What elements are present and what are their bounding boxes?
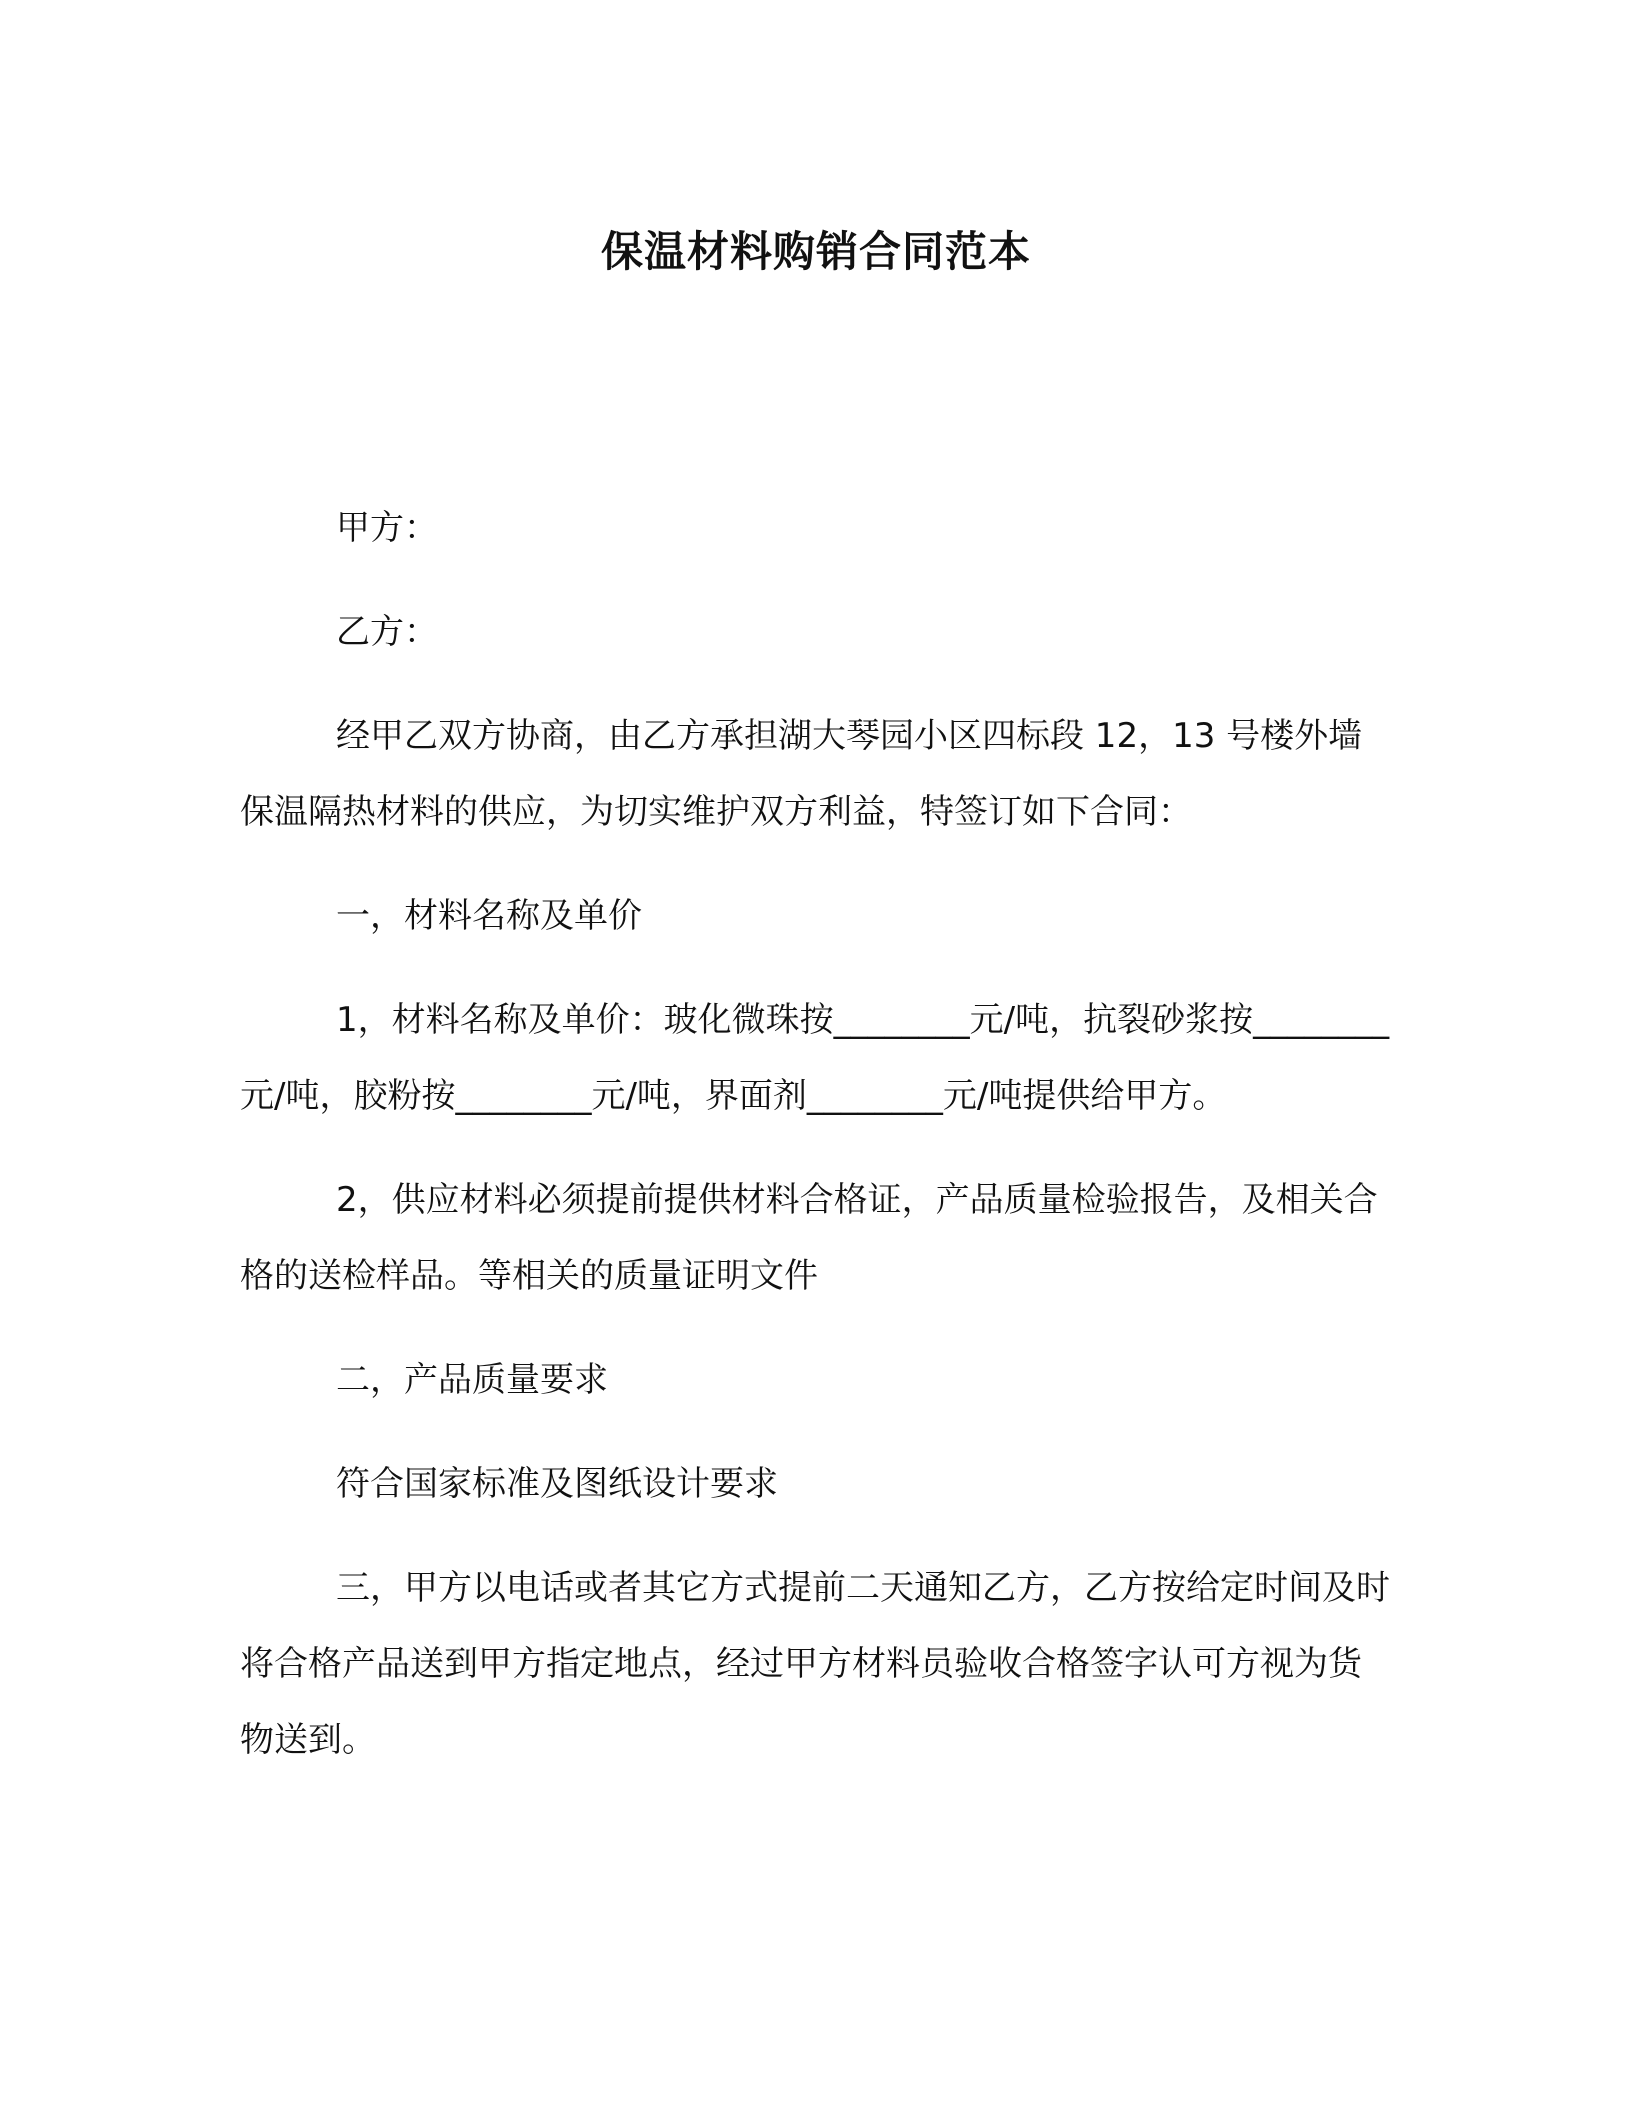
section-two-heading: 二，产品质量要求 xyxy=(336,1360,608,1400)
document-title: 保温材料购销合同范本 xyxy=(600,227,1031,276)
party-a-line: 甲方： xyxy=(336,508,438,548)
section-three-paragraph: 三，甲方以电话或者其它方式提前二天通知乙方，乙方按给定时间及时将合格产品送到甲方指定地点，经过甲方材料员验收合格签字认可方视为货物送到。 xyxy=(240,1568,1390,1760)
contract-intro-paragraph: 经甲乙双方协商，由乙方承担湖大琴园小区四标段 12，13 号楼外墙保温隔热材料的供应，为切实维护双方利益，特签订如下合同： xyxy=(240,716,1363,832)
material-price-paragraph: 1，材料名称及单价：玻化微珠按________元/吨，抗裂砂浆按________元/吨，胶粉按________元/吨，界面剂________元/吨提供给甲方。 xyxy=(240,1000,1390,1116)
quality-documents-paragraph: 2，供应材料必须提前提供材料合格证，产品质量检验报告，及相关合格的送检样品。等相关的质量证明文件 xyxy=(240,1180,1378,1296)
document-body xyxy=(240,490,1390,1806)
party-b-line: 乙方： xyxy=(336,612,438,652)
quality-requirement-paragraph: 符合国家标准及图纸设计要求 xyxy=(336,1464,778,1504)
section-one-heading: 一，材料名称及单价 xyxy=(336,896,642,936)
